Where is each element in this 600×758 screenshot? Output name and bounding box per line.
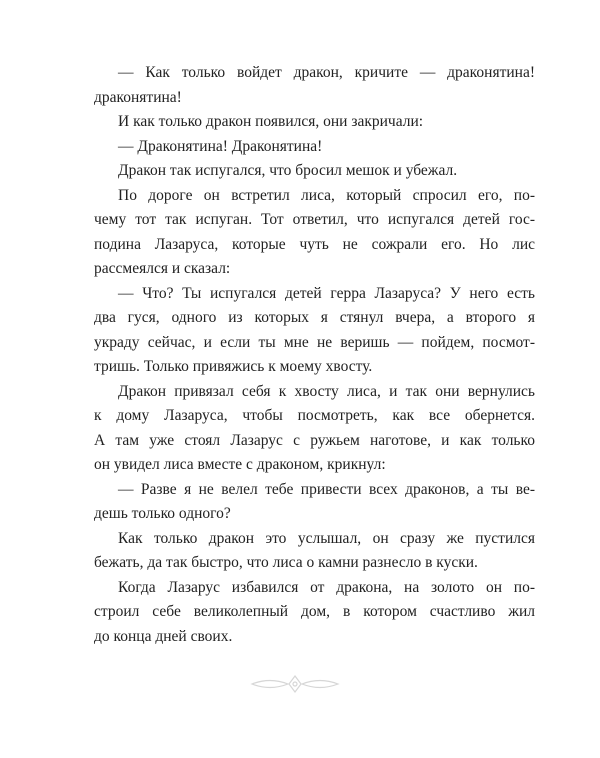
text-line: Как только дракон это услышал, он сразу же пустился xyxy=(118,529,535,547)
text-line: подина Лазаруса, которые чуть не сожрали его. Но лис xyxy=(94,235,535,253)
text-line: драконятина! xyxy=(94,88,182,106)
text-line: тришь. Только привяжись к моему хвосту. xyxy=(94,358,373,375)
ornament-divider-icon xyxy=(250,673,340,695)
text-line: строил себе великолепный дом, в котором счастливо жил xyxy=(94,603,535,620)
text-line: — Как только войдет дракон, кричите — драконятина! xyxy=(118,64,535,81)
text-line: рассмеялся и сказал: xyxy=(94,260,231,277)
text-line: Когда Лазарус избавился от дракона, на золото он по- xyxy=(118,578,535,596)
text-line: — Драконятина! Драконятина! xyxy=(118,137,323,155)
text-line: украду сейчас, и если ты мне не веришь — пойдем, посмот- xyxy=(94,333,535,351)
text-body xyxy=(94,61,535,649)
book-page-text xyxy=(94,61,535,695)
text-line: Дракон привязал себя к хвосту лиса, и так они вернулись xyxy=(118,382,535,400)
text-line: к дому Лазаруса, чтобы посмотреть, как все обернется. xyxy=(94,407,535,424)
text-line: — Разве я не велел тебе привести всех драконов, а ты ве- xyxy=(118,480,535,498)
text-line: до конца дней своих. xyxy=(94,627,233,645)
text-line: чему тот так испуган. Тот ответил, что испугался детей гос- xyxy=(94,211,535,228)
text-line: А там уже стоял Лазарус с ружьем наготове, и как только xyxy=(94,431,535,449)
text-line: Дракон так испугался, что бросил мешок и убежал. xyxy=(118,162,458,179)
text-line: бежать, да так быстро, что лиса о камни разнесло в куски. xyxy=(94,554,478,571)
text-line: два гуся, одного из которых я стянул вчера, а второго я xyxy=(94,309,535,326)
text-line: дешь только одного? xyxy=(94,505,231,522)
text-line: он увидел лиса вместе с драконом, крикнул: xyxy=(94,456,386,473)
text-line: И как только дракон появился, они закричали: xyxy=(118,113,424,130)
text-line: По дороге он встретил лиса, который спросил его, по- xyxy=(118,186,535,204)
text-line: — Что? Ты испугался детей герра Лазаруса? У него есть xyxy=(118,284,535,302)
